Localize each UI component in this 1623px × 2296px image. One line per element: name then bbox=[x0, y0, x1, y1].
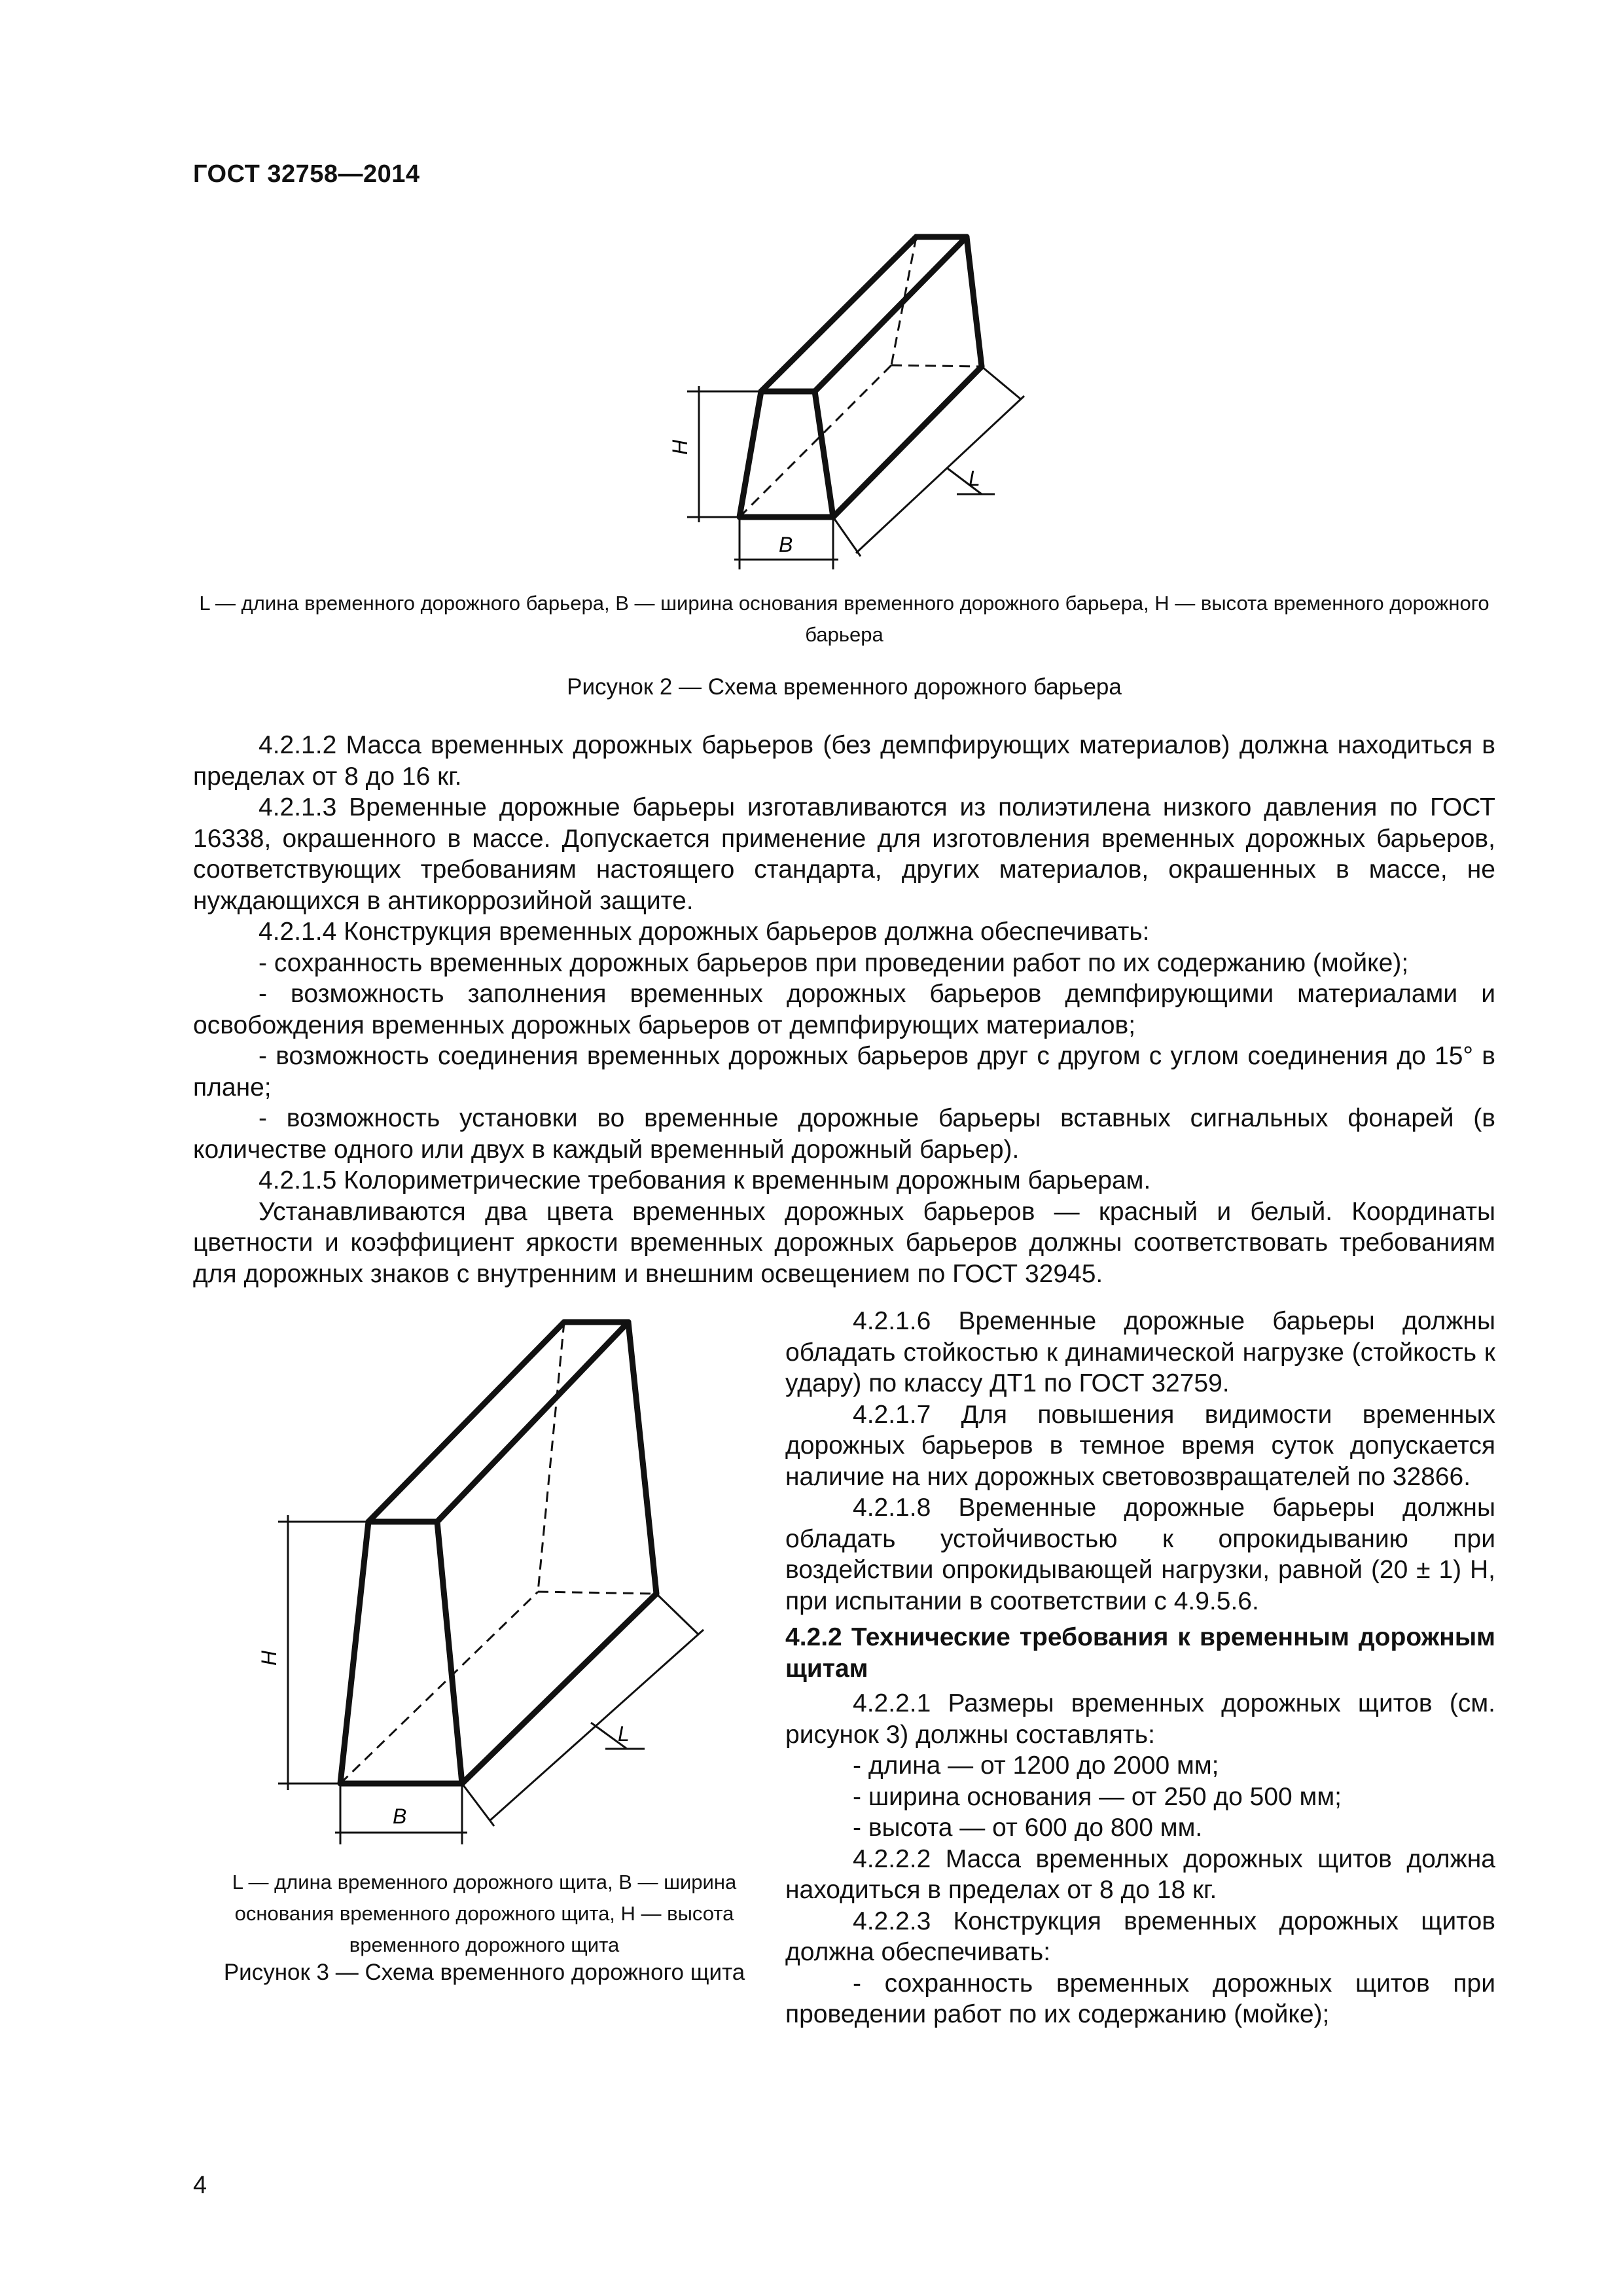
figure-3-length-label: L bbox=[618, 1722, 630, 1746]
list-item-bullet-2: - возможность заполнения временных дорожных барьеров демпфирующими материалами и освобождения временных дорожных барьеров от демпфирующих материалов; bbox=[193, 980, 1495, 1039]
page-number: 4 bbox=[193, 2172, 207, 2199]
paragraph-4-2-1-4: 4.2.1.4 Конструкция временных дорожных барьеров должна обеспечивать: bbox=[259, 918, 1150, 946]
paragraph-4-2-2-1: 4.2.2.1 Размеры временных дорожных щитов (см. рисунок 3) должны составлять: bbox=[785, 1689, 1495, 1749]
list-item-bullet-3: - возможность соединения временных дорожных барьеров друг с другом с углом соединения до 15° в плане; bbox=[193, 1042, 1495, 1102]
list-item-bullet-4: - возможность установки во временные дорожные барьеры вставных сигнальных фонарей (в количестве одного или двух в каждый временный дорожный барьер). bbox=[193, 1104, 1495, 1164]
paragraph-4-2-2-3: 4.2.2.3 Конструкция временных дорожных щитов должна обеспечивать: bbox=[785, 1907, 1495, 1966]
figure-2-height-label: H bbox=[668, 439, 692, 455]
figure-3-width-label: B bbox=[393, 1804, 407, 1828]
figure-2-width-label: B bbox=[779, 533, 793, 556]
figure-3-height-label: H bbox=[257, 1650, 281, 1666]
figure-3-title: Рисунок 3 — Схема временного дорожного щита bbox=[223, 1960, 745, 1985]
body-text-full-width bbox=[193, 730, 1495, 1289]
document-header: ГОСТ 32758—2014 bbox=[193, 160, 420, 188]
paragraph-4-2-2-2: 4.2.2.2 Масса временных дорожных щитов должна находиться в пределах от 8 до 18 кг. bbox=[785, 1844, 1495, 1904]
paragraph-4-2-1-6: 4.2.1.6 Временные дорожные барьеры должны обладать стойкостью к динамической нагрузке (стойкость к удару) по классу ДТ1 по ГОСТ 32759. bbox=[785, 1307, 1495, 1397]
figure-2-title: Рисунок 2 — Схема временного дорожного барьера bbox=[567, 674, 1122, 700]
paragraph-4-2-1-7: 4.2.1.7 Для повышения видимости временных дорожных барьеров в темное время суток допускается наличие на них дорожных световозвращателей по 32866. bbox=[785, 1400, 1495, 1491]
figure-2-caption: L — длина временного дорожного барьера, B — ширина основания временного дорожного барьера, H — высота временного дорожного барьера bbox=[199, 592, 1489, 646]
paragraph-4-2-1-5-body: Устанавливаются два цвета временных дорожных барьеров — красный и белый. Координаты цветности и коэффициент яркости временных дорожных барьеров должны соответствовать требованиям для дорожных знаков с внутренним и внешним освещением по ГОСТ 32945. bbox=[193, 1197, 1495, 1288]
body-text-right-column bbox=[785, 1306, 1495, 2030]
figure-3-diagram bbox=[249, 1309, 726, 1859]
paragraph-4-2-1-2: 4.2.1.2 Масса временных дорожных барьеров (без демпфирующих материалов) должна находиться в пределах от 8 до 16 кг. bbox=[193, 731, 1495, 791]
paragraph-4-2-1-5: 4.2.1.5 Колориметрические требования к временным дорожным барьерам. bbox=[259, 1166, 1151, 1194]
list-item-dim-height: - высота — от 600 до 800 мм. bbox=[853, 1814, 1203, 1842]
list-item-bullet-1: - сохранность временных дорожных барьеров при проведении работ по их содержанию (мойке); bbox=[259, 948, 1409, 977]
paragraph-4-2-1-3: 4.2.1.3 Временные дорожные барьеры изготавливаются из полиэтилена низкого давления по ГОСТ 16338, окрашенного в массе. Допускается применение для изготовления временных дорожных барьеров, соответствующих требованиям настоящего стандарта, других материалов, окрашенных в массе, не нуждающихся в антикоррозийной защите. bbox=[193, 793, 1495, 915]
list-item-dim-length: - длина — от 1200 до 2000 мм; bbox=[853, 1751, 1219, 1780]
list-item-bullet-shield: - сохранность временных дорожных щитов при проведении работ по их содержанию (мойке); bbox=[785, 1969, 1495, 2028]
figure-2-diagram bbox=[654, 223, 1060, 576]
paragraph-4-2-1-8: 4.2.1.8 Временные дорожные барьеры должны обладать устойчивостью к опрокидыванию при воздействии опрокидывающей нагрузки, равной (20 ± 1) Н, при испытании в соответствии с 4.9.5.6. bbox=[785, 1494, 1495, 1615]
section-heading-4-2-2: 4.2.2 Технические требования к временным дорожным щитам bbox=[785, 1623, 1495, 1683]
figure-2-length-label: L bbox=[969, 467, 980, 490]
list-item-dim-width: - ширина основания — от 250 до 500 мм; bbox=[853, 1782, 1342, 1811]
figure-3-caption: L — длина временного дорожного щита, B — ширина основания временного дорожного щита, H — высота временного дорожного щита bbox=[232, 1871, 737, 1956]
